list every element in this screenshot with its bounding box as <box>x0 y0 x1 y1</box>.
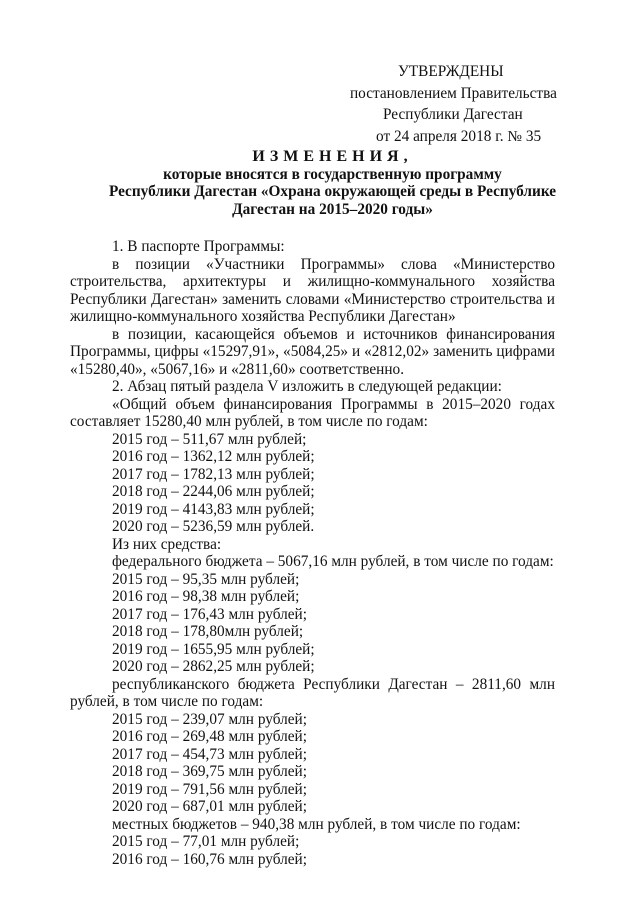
list-item: 2020 год – 687,01 млн рублей; <box>112 798 307 815</box>
heading-line: которые вносятся в государственную программу <box>163 165 502 183</box>
heading-line: Республики Дагестан «Охрана окружающей среды в Республике <box>108 183 557 200</box>
list-item: 2019 год – 791,56 млн рублей; <box>112 780 307 798</box>
text-line: республиканского бюджета Республики Дагестан – 2811,60 млн <box>112 675 555 693</box>
list-item: 2015 год – 239,07 млн рублей; <box>112 710 307 728</box>
approval-line: постановлением Правительства <box>350 84 557 102</box>
text-line: 2. Абзац пятый раздела V изложить в следующей редакции: <box>112 378 502 395</box>
text-line: Республики Дагестан» заменить словами «Министерство строительства и <box>70 290 555 308</box>
list-item: 2015 год – 95,35 млн рублей; <box>112 570 300 588</box>
list-item: 2018 год – 178,80млн рублей; <box>112 623 304 640</box>
list-item: 2016 год – 269,48 млн рублей; <box>112 728 307 745</box>
list-item: 2020 год – 2862,25 млн рублей; <box>112 658 315 675</box>
text-line: федерального бюджета – 5067,16 млн рублей, в том числе по годам: <box>112 553 554 570</box>
list-item: 2015 год – 511,67 млн рублей; <box>112 430 307 448</box>
text-line: рублей, в том числе по годам: <box>70 693 264 710</box>
list-item: 2020 год – 5236,59 млн рублей. <box>112 518 315 535</box>
text-line: «Общий объем финансирования Программы в 2015–2020 годах <box>112 395 555 413</box>
approval-date: от 24 апреля 2018 г. № 35 <box>376 127 542 145</box>
text-line: местных бюджетов – 940,38 млн рублей, в том числе по годам: <box>112 815 521 833</box>
approval-line: Республики Дагестан <box>383 106 523 123</box>
document-body <box>70 238 555 868</box>
list-item: 2016 год – 160,76 млн рублей; <box>112 850 307 868</box>
list-item: 2017 год – 1782,13 млн рублей; <box>112 465 315 483</box>
text-line: в позиции «Участники Программы» слова «Министерство <box>112 255 555 273</box>
heading-line: Дагестан на 2015–2020 годы» <box>232 200 433 218</box>
list-item: 2017 год – 176,43 млн рублей; <box>112 605 307 623</box>
list-item: 2015 год – 77,01 млн рублей; <box>112 833 300 850</box>
list-item: 2016 год – 1362,12 млн рублей; <box>112 448 315 465</box>
list-item: 2016 год – 98,38 млн рублей; <box>112 588 300 605</box>
text-line: Из них средства: <box>112 535 222 553</box>
list-item: 2019 год – 4143,83 млн рублей; <box>112 500 315 518</box>
list-item: 2017 год – 454,73 млн рублей; <box>112 745 307 763</box>
document-heading <box>80 148 585 218</box>
text-line: жилищно-коммунального хозяйства Республики Дагестан» <box>70 308 456 325</box>
text-line: строительства, архитектуры и жилищно-коммунального хозяйства <box>70 273 555 290</box>
list-item: 2018 год – 369,75 млн рублей; <box>112 763 307 780</box>
approval-block <box>350 61 560 147</box>
text-line: Программы, цифры «15297,91», «5084,25» и «2812,02» заменить цифрами <box>70 343 555 360</box>
text-line: составляет 15280,40 млн рублей, в том числе по годам: <box>70 413 428 430</box>
approval-title: УТВЕРЖДЕНЫ <box>398 63 504 80</box>
list-item: 2019 год – 1655,95 млн рублей; <box>112 640 315 658</box>
text-line: в позиции, касающейся объемов и источников финансирования <box>112 325 555 343</box>
text-line: 1. В паспорте Программы: <box>112 238 285 255</box>
list-item: 2018 год – 2244,06 млн рублей; <box>112 483 315 500</box>
text-line: «15280,40», «5067,16» и «2811,60» соответственно. <box>70 360 405 378</box>
heading-title: ИЗМЕНЕНИЯ, <box>252 148 413 165</box>
